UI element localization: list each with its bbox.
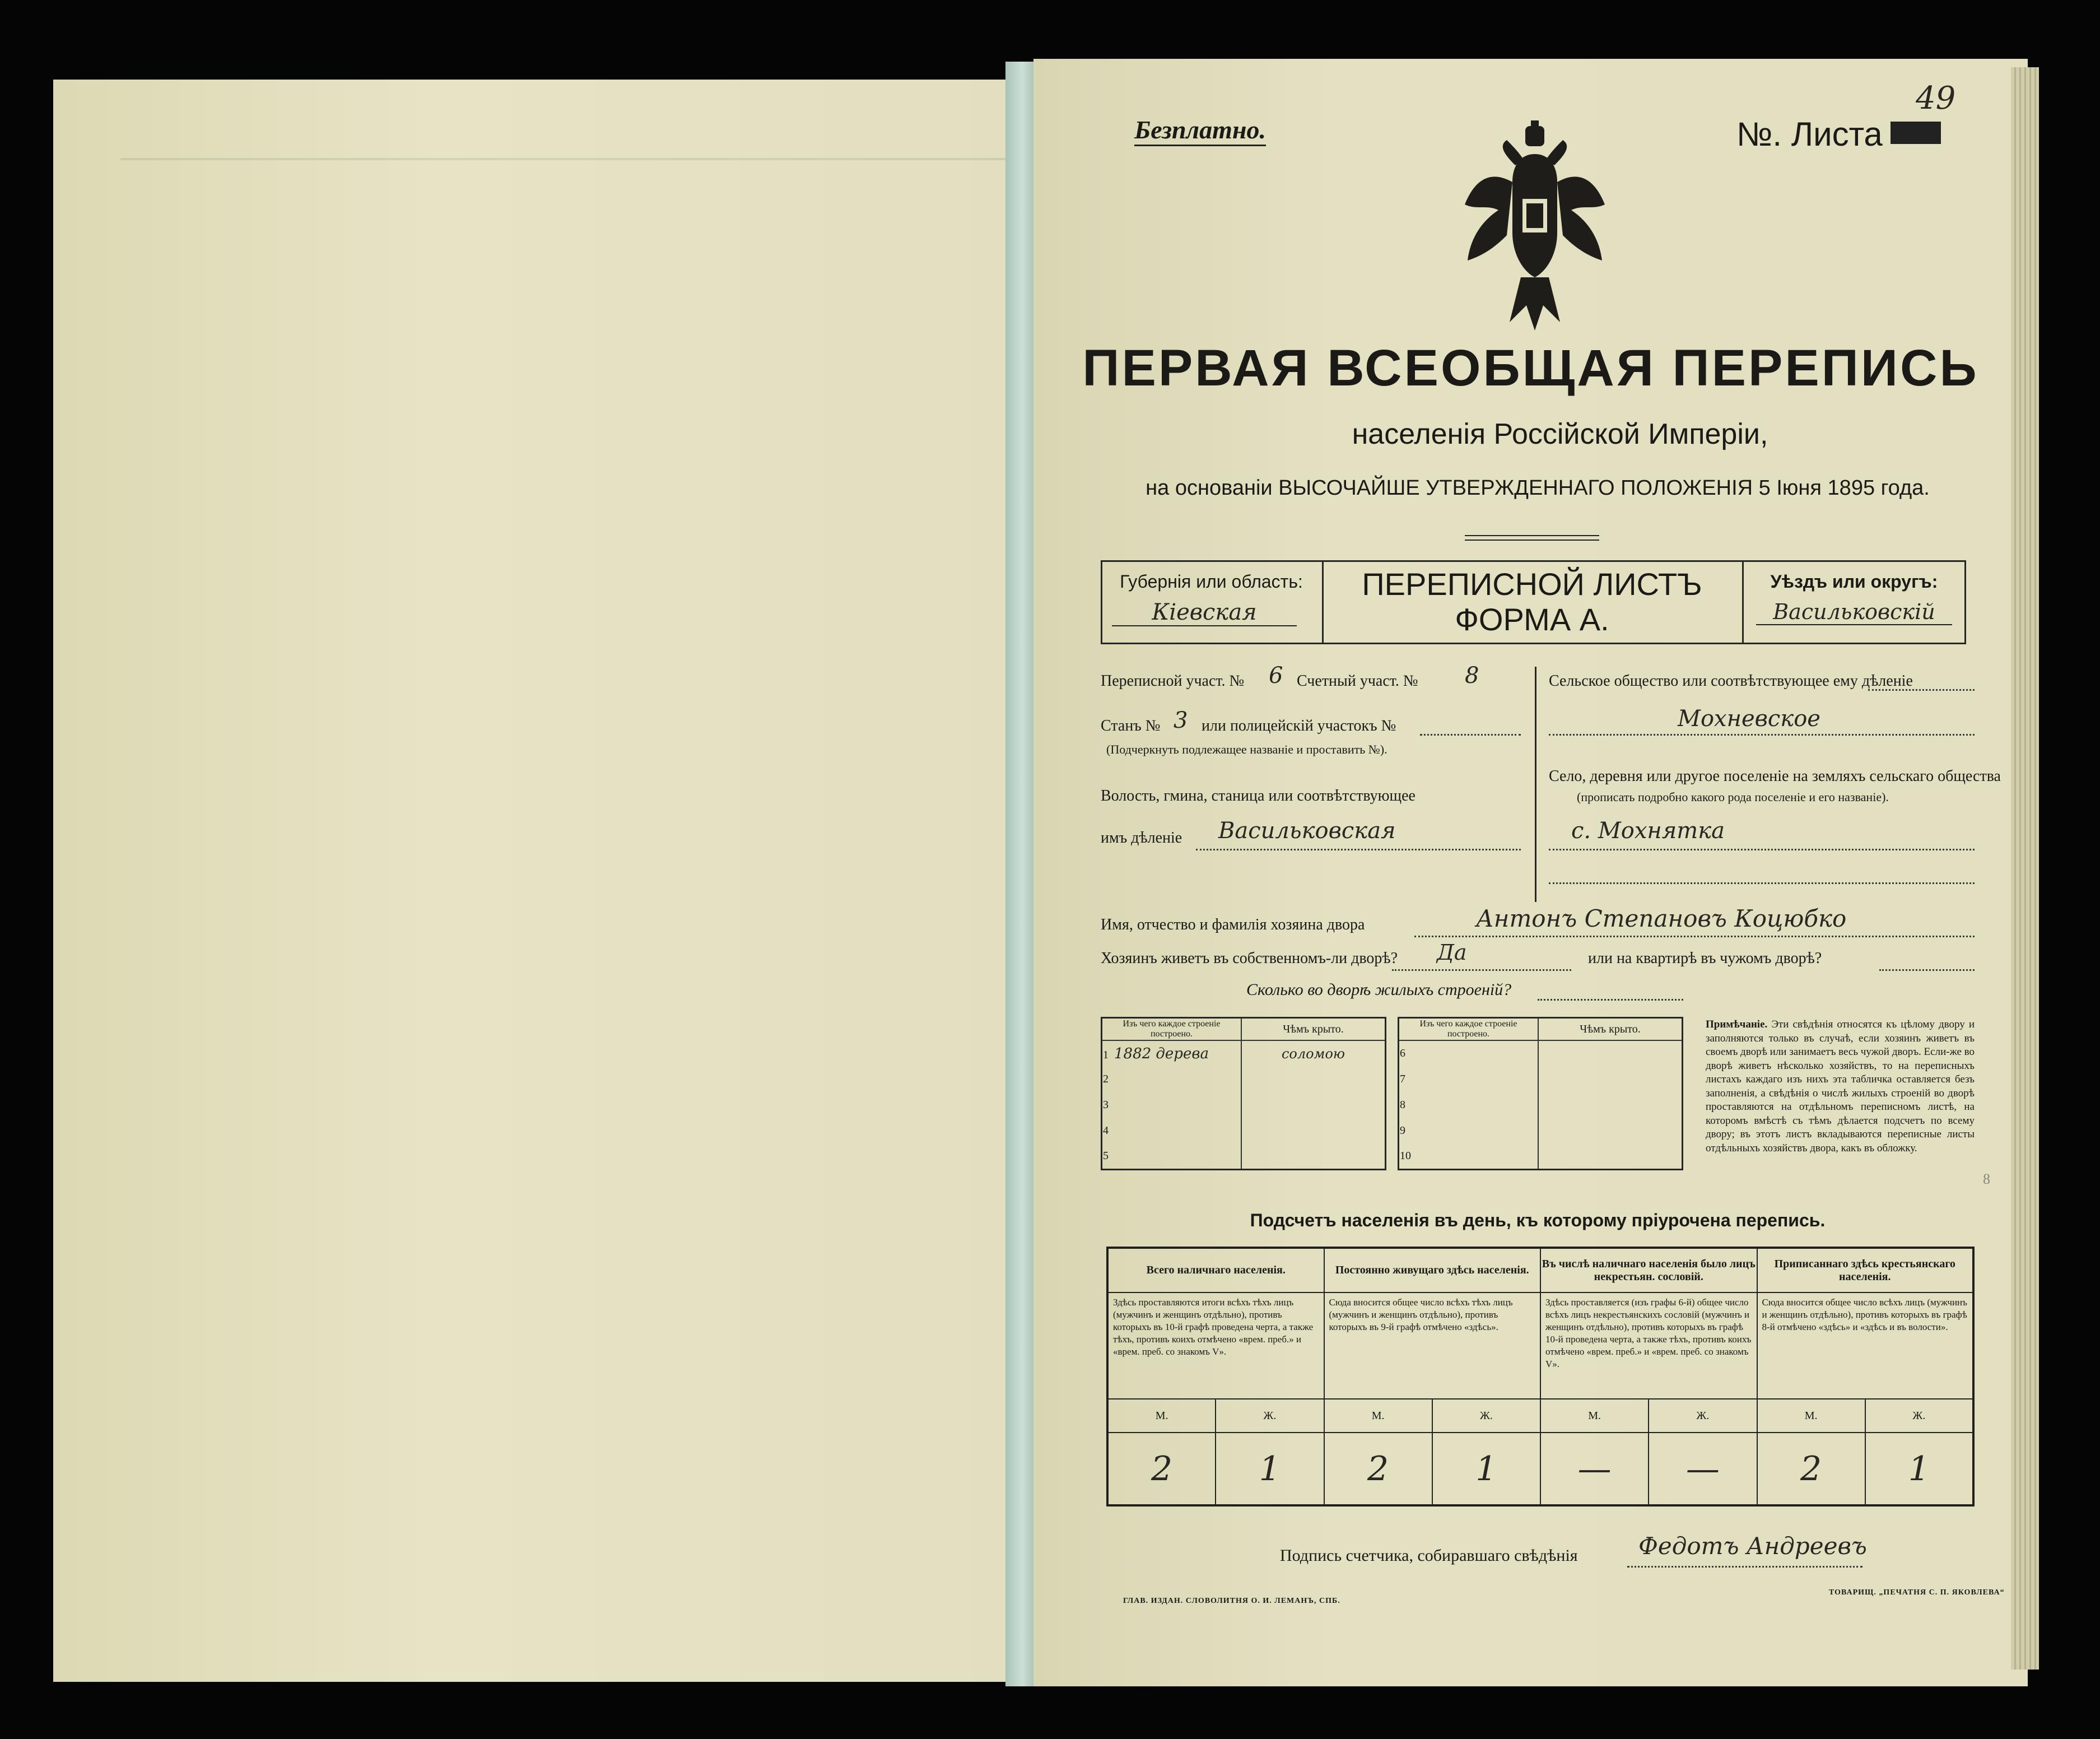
stan-label: Станъ № [1101,717,1161,734]
volost-label-2: имъ дѣленіе [1101,829,1182,847]
pop-total-female: 1 [1216,1433,1324,1505]
province-value: Кіевская [1112,599,1297,626]
form-subtitle: ФОРМА А. [1455,602,1609,637]
rented-blank [1879,969,1975,971]
pop-col-head-2: Въ числѣ наличнаго населенія было лицъ некрестьян. сословій. [1540,1248,1757,1292]
rural-society-value: Мохневское [1678,706,1820,732]
pop-col-desc-3: Сюда вносится общее число всѣхъ лицъ (мужчинъ и женщинъ отдѣльно), противъ которыхъ въ графѣ 8-й отмѣчено «здѣсь» и «здѣсь и въ волости». [1757,1292,1974,1399]
buildings-blank [1538,999,1683,1001]
pop-total-male: 2 [1107,1433,1216,1505]
village-blank-1 [1549,849,1975,850]
village-label: Село, деревня или другое поселеніе на земляхъ сельскаго общества [1549,768,2001,785]
census-area-label: Переписной участ. № [1101,672,1245,690]
signature-blank [1627,1566,1862,1568]
pop-col-desc-2: Здѣсь проставляется (изъ графы 6-й) общее число всѣхъ лицъ некрестьянскихъ сословій (мужчинъ и женщинъ отдѣльно), противъ которыхъ въ графѣ 10-й проведена черта, а также тѣхъ, противъ коихъ отмѣчено «врем. преб.» и «врем. преб. со знакомъ V». [1540,1292,1757,1399]
owner-lives-value: Да [1437,940,1467,965]
volost-value: Васильковская [1218,818,1396,844]
pop-m-label: М. [1540,1399,1649,1433]
village-value: с. Мохнятка [1571,818,1725,844]
pop-m-label: М. [1324,1399,1432,1433]
page-stack-edge [2011,67,2039,1670]
banner-divider-left [1322,560,1324,644]
rural-society-blank-1 [1868,689,1975,691]
census-form-page [1033,59,2028,1686]
pop-permanent-male: 2 [1324,1433,1432,1505]
police-label: или полицейскій участокъ № [1202,717,1396,734]
signature-label: Подпись счетчика, собиравшаго свѣдѣнія [1280,1546,1578,1565]
form-title: ПЕРЕПИСНОЙ ЛИСТЪ [1362,566,1702,602]
stan-value: 3 [1174,708,1188,733]
building-row [1399,1092,1683,1118]
sheet-number-label: №. Листа [1736,115,1883,153]
info-block-divider [1535,667,1536,902]
building-roof: соломою [1281,1045,1345,1062]
owner-value: Антонъ Степановъ Коцюбко [1476,905,1847,932]
pop-nonpeasant-female: — [1649,1433,1757,1505]
pop-permanent-female: 1 [1432,1433,1540,1505]
owner-blank [1414,936,1975,937]
population-title: Подсчетъ населенія въ день, къ которому пріурочена перепись. [1250,1210,1826,1230]
row-number: 4 [1102,1118,1242,1143]
col-material-header: Изъ чего каждое строеніе построено. [1399,1018,1539,1041]
village-note: (прописать подробно какого рода поселеніе и его названіе). [1577,790,1889,804]
building-row [1102,1118,1386,1143]
building-row [1399,1066,1683,1092]
building-material: 1882 дерева [1114,1045,1209,1062]
count-area-label: Счетный участ. № [1297,672,1418,690]
sheet-number-value: 49 [1916,80,1956,117]
row-number: 8 [1399,1092,1539,1118]
volost-blank [1196,849,1521,850]
row-number: 6 [1399,1040,1539,1066]
building-row [1102,1143,1386,1169]
village-blank-2 [1549,882,1975,884]
census-subtitle: населенія Россійской Имперіи, [1352,418,1768,450]
building-row [1399,1143,1683,1169]
owner-label: Имя, отчество и фамилія хозяина двора [1101,916,1365,933]
col-material-header: Изъ чего каждое строеніе построено. [1102,1018,1242,1041]
margin-digit: 8 [1983,1171,1990,1187]
pop-col-head-1: Постоянно живущаго здѣсь населенія. [1324,1248,1541,1292]
pop-f-label: Ж. [1432,1399,1540,1433]
row-number: 9 [1399,1118,1539,1143]
note-text: Эти свѣдѣнія относятся къ цѣлому двору и заполняются только въ случаѣ, если хозяинъ живетъ въ своемъ дворѣ или занимаетъ весь чужой дворъ. Если-же во дворѣ живетъ нѣсколько хозяйствъ, то на переписныхъ листахъ каждаго изъ нихъ эта табличка оставляется безъ заполненія, а свѣдѣнія о числѣ жилыхъ строеній во дворѣ проставляются на отдѣльномъ переписномъ листѣ, на которомъ вмѣстѣ съ тѣмъ дѣлается подсчетъ по всему двору; въ этотъ листъ вкладываются переписные листы отдѣльныхъ хозяйствъ двора, какъ въ обложку. [1706,1019,1975,1154]
population-table [1106,1247,1975,1506]
buildings-table-right [1398,1017,1683,1170]
pop-col-head-3: Приписаннаго здѣсь крестьянскаго населенія. [1757,1248,1974,1292]
rural-society-blank-2 [1549,734,1975,736]
building-row [1102,1066,1386,1092]
pop-nonpeasant-male: — [1540,1433,1649,1505]
right-imprint: ТОВАРИЩ. „ПЕЧАТНЯ С. П. ЯКОВЛЕВА“ [1829,1588,2005,1597]
pop-f-label: Ж. [1216,1399,1324,1433]
building-row [1399,1118,1683,1143]
pop-col-desc-0: Здѣсь проставляются итоги всѣхъ тѣхъ лицъ (мужчинъ и женщинъ отдѣльно), противъ которыхъ въ 10-й графѣ проведена черта, а также тѣхъ, противъ коихъ отмѣчено «врем. преб.» и «врем. преб. со знакомъ V». [1107,1292,1324,1399]
signature-value: Федотъ Андреевъ [1638,1532,1867,1560]
volost-label-1: Волость, гмина, станица или соотвѣтствующее [1101,787,1415,805]
left-imprint: ГЛАВ. ИЗДАН. СЛОВОЛИТНЯ О. И. ЛЕМАНЪ, СПБ. [1123,1597,1340,1605]
buildings-label: Сколько во дворѣ жилыхъ строеній? [1246,980,1512,999]
row-number: 1 [1103,1048,1109,1061]
owner-lives-blank [1392,969,1571,971]
pop-f-label: Ж. [1649,1399,1757,1433]
pop-registered-male: 2 [1757,1433,1865,1505]
census-area-value: 6 [1269,663,1283,689]
row-number: 5 [1102,1143,1242,1169]
building-row [1102,1092,1386,1118]
province-label: Губернія или область: [1120,571,1303,592]
pop-col-desc-1: Сюда вносится общее число всѣхъ тѣхъ лицъ (мужчинъ и женщинъ отдѣльно), противъ которыхъ въ 9-й графѣ отмѣчено «здѣсь». [1324,1292,1541,1399]
census-basis: на основаніи ВЫСОЧАЙШЕ УТВЕРЖДЕННАГО ПОЛОЖЕНІЯ 5 Іюня 1895 года. [1146,476,1930,500]
row-number: 2 [1102,1066,1242,1092]
col-roof-header: Чѣмъ крыто. [1538,1018,1683,1041]
pop-m-label: М. [1757,1399,1865,1433]
note-block [1706,1018,1975,1155]
pop-registered-female: 1 [1865,1433,1973,1505]
note-heading: Примѣчаніе. [1706,1019,1768,1030]
pop-m-label: М. [1107,1399,1216,1433]
sheet-number-blot [1891,122,1941,144]
bleed-through-ghost [120,158,1028,474]
imperial-eagle-emblem [1459,120,1610,333]
left-page-blank [53,80,1017,1682]
banner-divider-right [1742,560,1744,644]
underline-note: (Подчеркнуть подлежащее названіе и проставить №). [1106,742,1387,756]
row-number: 3 [1102,1092,1242,1118]
district-value: Васильковскій [1756,599,1952,625]
rural-society-label: Сельское общество или соотвѣтствующее ему дѣленіе [1549,672,1913,690]
building-row [1102,1040,1386,1066]
rented-label: или на квартирѣ въ чужомъ дворѣ? [1588,950,1822,967]
ornament-divider [1465,535,1599,541]
owner-lives-label: Хозяинъ живетъ въ собственномъ-ли дворѣ? [1101,950,1398,967]
col-roof-header: Чѣмъ крыто. [1241,1018,1386,1041]
row-number: 7 [1399,1066,1539,1092]
free-label: Безплатно. [1134,115,1266,146]
count-area-value: 8 [1465,663,1479,689]
buildings-table-left [1101,1017,1386,1170]
pop-col-head-0: Всего наличнаго населенія. [1107,1248,1324,1292]
census-main-title: ПЕРВАЯ ВСЕОБЩАЯ ПЕРЕПИСЬ [1082,340,1979,397]
row-number: 10 [1399,1143,1539,1169]
police-blank [1420,734,1521,736]
building-row [1399,1040,1683,1066]
district-label: Уѣздъ или округъ: [1770,571,1938,592]
pop-f-label: Ж. [1865,1399,1973,1433]
